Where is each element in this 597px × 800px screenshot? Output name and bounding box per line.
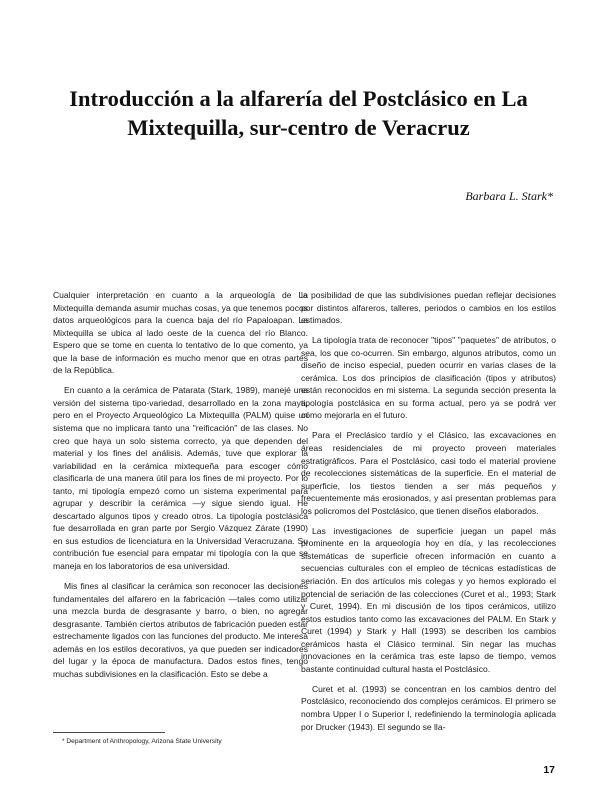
author-name: Barbara L. Stark*	[465, 189, 553, 203]
paragraph: La tipología trata de reconocer "tipos" "paquetes" de atributos, o sea, los que co-ocurren. Sin embargo, algunos atributos, como un diseño de inciso especial, pueden ocurrir en varias clases de la cerámica. Los dos principios de clasificación (tipos y atributos) están reconocidos en mi sistema. La segunda sección presenta la tipología postclásica en su forma actual, pero ya se podrá ver cómo mejorarla en el futuro.	[301, 335, 556, 421]
paragraph: la posibilidad de que las subdivisiones puedan reflejar decisiones por distintos alfareros, talleres, periodos o cambios en los estilos estimados.	[301, 290, 556, 326]
footnote-divider	[53, 732, 165, 733]
paragraph: En cuanto a la cerámica de Patarata (Stark, 1989), manejé una versión del sistema tipo-variedad, desarrollado en la zona maya, pero en el Proyecto Arqueológico La Mixtequilla (PALM) quise un sistema que no implicara tanto una "reificación" de las clases. No creo que haya un solo sistema correcto, ya que dependen del material y los fines del análisis. Además, tuve que explorar la variabilidad en la cerámica mixtequeña para escoger cómo clasificarla de una manera útil para los fines de mi proyecto. Por lo tanto, mi tipología empezó como un sistema experimental para agrupar y describir la cerámica —y sigue siendo igual. He descartado algunos tipos y creado otros. La tipología postclásica fue desarrollada en gran parte por Sergio Vázquez Zárate (1990) en sus estudios de licenciatura en la Universidad Veracruzana. Su contribución fue esencial para empatar mi tipología con la que se maneja en los laboratorios de esa universidad.	[53, 385, 308, 571]
paragraph: Mis fines al clasificar la cerámica son reconocer las decisiones fundamentales del alfarero en la fabricación —tales como utilizar una mezcla burda de desgrasante y barro, o bien, no agregar desgrasante. También ciertos atributos de fabricación pueden estar estrechamente ligados con las funciones del producto. Me interesa además en los estilos decorativos, ya que pueden ser indicadores del lugar y la época de manufactura. Dados estos fines, tengo muchas subdivisiones en la clasificación. Esto se debe a	[53, 581, 308, 679]
paragraph: Las investigaciones de superficie juegan un papel más prominente en la arqueología hoy en día, y las recolecciones sistemáticas de superficie ofrecen información en cuanto a secuencias culturales con el empleo de técnicas estadísticas de seriación. En dos artículos mis colegas y yo hemos explorado el potencial de seriación de las colecciones (Curet et al., 1993; Stark y Curet, 1994). En mi discusión de los tipos cerámicos, utilizo estos estudios tanto como las excavaciones del PALM. En Stark y Curet (1994) y Stark y Hall (1993) se describen los cambios cerámicos hasta el Clásico terminal. Sin negar las muchas innovaciones en la cerámica tras este lapso de tiempo, vemos bastante continuidad cultural hasta el Postclásico.	[301, 525, 556, 674]
left-column	[53, 289, 308, 688]
page-number: 17	[543, 764, 555, 776]
right-column	[301, 289, 556, 741]
footnote: * Department of Anthropology, Arizona State University	[62, 738, 222, 745]
paragraph: Cualquier interpretación en cuanto a la arqueología de La Mixtequilla demanda asumir muchas cosas, ya que tenemos pocos datos arqueológicos para la cuenca baja del río Papaloapan. La Mixtequilla se ubica al lado oeste de la cuenca del río Blanco. Espero que se tome en cuenta lo tentativo de lo que comento, ya que la base de información es mucho menor que en otras partes de la República.	[53, 290, 308, 376]
paragraph: Curet et al. (1993) se concentran en los cambios dentro del Postclásico, reconociendo dos complejos cerámicos. El primero se nombra Upper I o Superior I, redefiniendo la terminología aplicada por Drucker (1943). El segundo se lla-	[301, 683, 556, 732]
paragraph: Para el Preclásico tardío y el Clásico, las excavaciones en áreas residenciales de mi proyecto proveen materiales estratigráficos. Para el Postclásico, casi todo el material proviene de recolecciones sistemáticas de la superficie. En el material de superficie, los tiestos tienden a ser más pequeños y frecuentemente más erosionados, y así presentan problemas para los policromos del Postclásico, que tienen diseños elaborados.	[301, 430, 556, 516]
article-title: Introducción a la alfarería del Postclásico en La Mixtequilla, sur-centro de Veracruz	[69, 86, 528, 140]
